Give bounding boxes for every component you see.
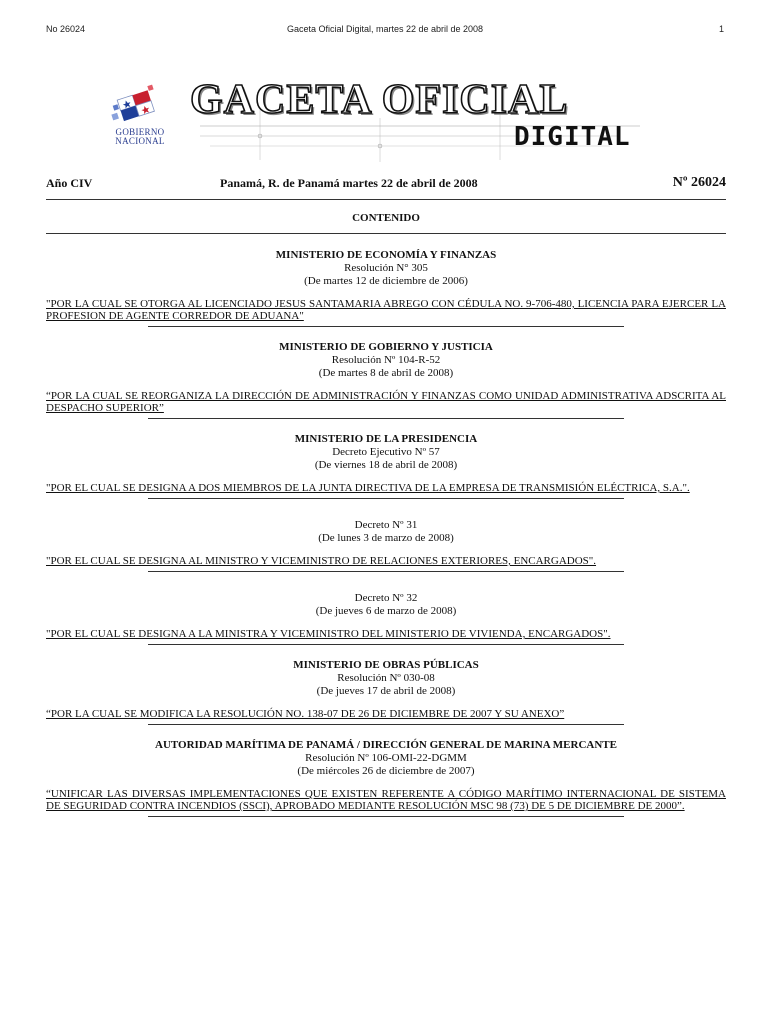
entry-date: (De martes 8 de abril de 2008) [318,367,454,379]
divider-rule [46,233,726,234]
entry-date: (De martes 12 de diciembre de 2006) [304,275,468,287]
entry-document: Decreto Nº 31 [354,519,418,531]
digital-subtitle: DIGITAL [514,122,631,152]
running-header [46,24,724,38]
entry-separator [148,644,624,645]
issue-place-date: Panamá, R. de Panamá martes 22 de abril de 2008 [220,176,478,190]
issue-number: Nº 26024 [672,175,726,190]
toc-entry [46,433,726,499]
divider-rule [46,199,726,200]
entry-ministry: MINISTERIO DE OBRAS PÚBLICAS [293,659,479,671]
entry-document: Decreto Ejecutivo Nº 57 [332,446,440,458]
issue-year: Año CIV [46,176,93,190]
entry-ministry: MINISTERIO DE LA PRESIDENCIA [294,433,478,445]
flag-emblem-icon [90,84,185,130]
entry-title-link[interactable]: "POR EL CUAL SE DESIGNA AL MINISTRO Y VICEMINISTRO DE RELACIONES EXTERIORES, ENCARGADOS". [46,555,597,567]
entry-document: Resolución Nº 106-OMI-22-DGMM [305,752,467,764]
toc-entry [46,659,726,725]
table-of-contents [46,249,726,831]
entry-date: (De viernes 18 de abril de 2008) [314,459,458,471]
entry-document: Decreto Nº 32 [354,592,418,604]
entry-title-link[interactable]: "POR LA CUAL SE OTORGA AL LICENCIADO JESUS SANTAMARIA ABREGO CON CÉDULA NO. 9-706-480, LICENCIA PARA EJERCER LA PROFESION DE AGENTE CORREDOR DE ADUANA" [46,298,726,322]
entry-title-link[interactable]: “POR LA CUAL SE REORGANIZA LA DIRECCIÓN DE ADMINISTRACIÓN Y FINANZAS COMO UNIDAD ADMINISTRATIVA ADSCRITA AL DESPACHO SUPERIOR” [46,390,726,414]
entry-ministry: MINISTERIO DE ECONOMÍA Y FINANZAS [275,249,497,261]
entry-document: Resolución Nº 030-08 [337,672,435,684]
issue-info-row [46,176,726,196]
toc-entry [46,249,726,327]
entry-title-link[interactable]: “POR LA CUAL SE MODIFICA LA RESOLUCIÓN NO. 138-07 DE 26 DE DICIEMBRE DE 2007 Y SU ANEXO” [46,708,565,720]
logo-text-gobierno: GOBIERNO [115,127,165,137]
header-issue-number: No 26024 [46,24,86,34]
logo-text-nacional: NACIONAL [115,136,165,146]
entry-ministry: AUTORIDAD MARÍTIMA DE PANAMÁ / DIRECCIÓN GENERAL DE MARINA MERCANTE [155,739,617,751]
entry-document: Resolución Nº 104-R-52 [331,354,441,366]
entry-date: (De lunes 3 de marzo de 2008) [318,532,454,544]
entry-date: (De jueves 6 de marzo de 2008) [315,605,457,617]
entry-ministry: MINISTERIO DE GOBIERNO Y JUSTICIA [279,341,493,353]
header-title-date: Gaceta Oficial Digital, martes 22 de abril de 2008 [286,24,484,34]
entry-separator [148,724,624,725]
entry-separator [148,816,624,817]
entry-separator [148,326,624,327]
toc-entry [46,592,726,645]
contents-heading: CONTENIDO [352,212,420,224]
toc-entry [46,519,726,572]
entry-date: (De jueves 17 de abril de 2008) [316,685,456,697]
entry-separator [148,498,624,499]
entry-document: Resolución N° 305 [344,262,428,274]
entry-title-link[interactable]: “UNIFICAR LAS DIVERSAS IMPLEMENTACIONES QUE EXISTEN REFERENTE A CÓDIGO MARÍTIMO INTERNACIONAL DE SISTEMA DE SEGURIDAD CONTRA INCENDIOS (SSCI), APROBADO MEDIANTE RESOLUCIÓN MSC 98 (73) DE 5 DE DICIEMBRE DE 2000”. [46,788,726,812]
toc-entry [46,341,726,419]
entry-separator [148,418,624,419]
gaceta-oficial-title: GACETA OFICIAL [190,77,569,123]
entry-date: (De miércoles 26 de diciembre de 2007) [297,765,475,777]
entry-separator [148,571,624,572]
entry-title-link[interactable]: "POR EL CUAL SE DESIGNA A DOS MIEMBROS DE LA JUNTA DIRECTIVA DE LA EMPRESA DE TRANSMISIÓN ELÉCTRICA, S.A.". [46,482,690,494]
entry-title-link[interactable]: "POR EL CUAL SE DESIGNA A LA MINISTRA Y VICEMINISTRO DEL MINISTERIO DE VIVIENDA, ENCARGADOS". [46,628,611,640]
toc-entry [46,739,726,817]
gobierno-nacional-logo [90,84,185,154]
masthead [90,78,650,164]
header-page-number: 1 [718,24,724,34]
